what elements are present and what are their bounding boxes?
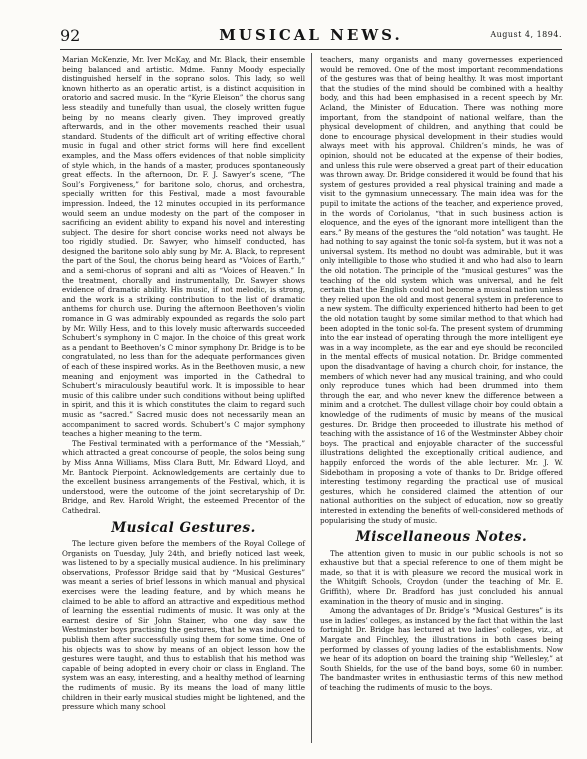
column-divider [311, 53, 312, 743]
left-column [62, 55, 305, 712]
article-paragraph: Marian McKenzie, Mr. Iver McKay, and Mr. Black, their ensemble being balanced and artistic. Mdme. Fanny Moody especially distinguished herself in the soprano solos. This lady, so well known hitherto as an operatic artist, is a distinct acquisition in oratorio and sacred music. In the “Kyrie Eleison” the chorus sang less steadily and tunefully than usual, the closely written fugue being by no means clearly given. They improved greatly afterwards, and in the other movements reached their usual standard. Students of the difficult art of writing effective choral music in fugal and other strict forms will here find excellent examples, and the Mass offers evidences of that noble simplicity of style which, in the hands of a master, produces spontaneously great effects. In the afternoon, Dr. F. J. Sawyer’s scene, “The Soul’s Forgiveness,” for baritone solo, chorus, and orchestra, specially written for this Festival, made a most favourable impression. Indeed, the 12 minutes occupied in its performance would seem an undue modesty on the part of the composer in sacrificing an evident ability to expand his novel and interesting subject. The desire for short concise works need not always be too rigidly studied. Dr. Sawyer, who himself conducted, has designed the baritone solo ably sung by Mr. A. Black, to represent the part of the Soul, the chorus being heard as “Voices of Earth,” and a semi-chorus of soprani and alti as “Voices of Heaven.” In the treatment, chorally and instrumentally, Dr. Sawyer shows evidence of dramatic ability. His music, if not melodic, is strong, and the work is a striking contribution to the list of dramatic anthems for church use. During the afternoon Beethoven’s violin romance in G was admirably expounded as regards the solo part by Mr. Willy Hess, and to this lovely music afterwards succeeded Schubert’s symphony in C major. In the choice of this great work as a pendant to Beethoven’s C minor symphony Dr. Bridge is to be congratulated, no less than for the adequate performances given of each of these inspired works. As in the Beethoven music, a new meaning and enjoyment was imported in the Cathedral to Schubert’s miraculously beautiful work. It is impossible to hear music of this calibre under such conditions without being uplifted in spirit, and this it is which constitutes the claim to regard such music as “sacred.” Sacred music does not necessarily mean an accompaniment to sacred words. Schubert’s C major symphony teaches a higher meaning to the term. [62, 55, 305, 439]
page-header [60, 26, 562, 44]
page-number: 92 [60, 26, 81, 45]
section-heading-miscellaneous-notes: Miscellaneous Notes. [355, 529, 528, 546]
article-paragraph: The Festival terminated with a performance of the “Messiah,” which attracted a great concourse of people, the solos being sung by Miss Anna Williams, Miss Clara Butt, Mr. Edward Lloyd, and Mr. Bantock Pierpoint. Acknowledgements are certainly due to the excellent business arrangements of the Festival, which, it is understood, were the outcome of the joint secretaryship of Dr. Bridge, and Rev. Harold Wright, the esteemed Precentor of the Cathedral. [62, 438, 305, 515]
issue-date: August 4, 1894. [490, 30, 562, 39]
article-paragraph: teachers, many organists and many governesses experienced would be removed. One of the most important recommendations of the gestures was that of being healthy. It was most important that the studies of the mind should be combined with a healthy body, and this had been emphasised in a recent speech by Mr. Acland, the Minister of Education. There was nothing more important, from the standpoint of national welfare, than the physical development of children, and anything that could be done to encourage physical development in their studies would always meet with his approval. Children’s minds, he was of opinion, should not be educated at the expense of their bodies, and unless this rule were observed a great part of their education was thrown away. Dr. Bridge considered it would be found that his system of gestures provided a real physical training and made a visit to the gymnasium unnecessary. The main idea was for the pupil to imitate the actions of the teacher, and experience proved, in the words of Coriolanus, “that in such business action is eloquence, and the eyes of the ignorant more intelligent than the ears.” By means of the gestures the “old notation” was taught. He had nothing to say against the tonic sol-fa system, but it was not a universal system. Its method no doubt was admirable, but it was only intelligible to those who studied it and who had also to learn the old notation. The principle of the “musical gestures” was the teaching of the old system which was universal, and he felt certain that the English could not become a musical nation unless they relied upon the old and most general system in preference to a new system. The difficulty experienced hitherto had been to get the old notation taught by some similar method to that which had been adopted in the tonic sol-fa. The present system of drumming into the ear instead of operating through the more intelligent eye was in a way incomplete, as the ear and eye should be reconciled in the mental effects of musical notation. Dr. Bridge commented upon the disadvantage of having a church choir, for instance, the members of which never had any musical training, and who could only reproduce tunes which had been drummed into them through the ear, and who never knew the difference between a minim and a crotchet. The dullest village choir boy could obtain a knowledge of the rudiments of music by means of the musical gestures. Dr. Bridge then proceeded to illustrate his method of teaching with the assistance of 16 of the Westminster Abbey choir boys. The practical and enjoyable character of the successful illustrations delighted the exceptionally critical audience, and happily enforced the words of the able lecturer. Mr. J. W. Sidebotham in proposing a vote of thanks to Dr. Bridge offered interesting testimony regarding the practical use of musical gestures, which he considered claimed the attention of our national authorities on the subject of education, now so greatly interested in extending the benefits of well-considered methods of popularising the study of music. [320, 55, 563, 525]
article-paragraph: The attention given to music in our public schools is not so exhaustive but that a special reference to one of them might be made, so that it is with pleasure we record the musical work in the Whitgift Schools, Croydon (under the teaching of Mr. E. Griffith), where Dr. Bradford has just concluded his annual examination in the theory of music and in singing. [320, 548, 563, 606]
right-column [320, 55, 563, 693]
header-rule [60, 49, 562, 50]
section-heading-musical-gestures: Musical Gestures. [111, 519, 256, 536]
article-paragraph: The lecture given before the members of the Royal College of Organists on Tuesday, July 24th, and briefly noticed last week, was listened to by a specially musical audience. In his preliminary observations, Professor Bridge said that by “Musical Gestures” was meant a series of brief lessons in which manual and physical exercises were the leading feature, and by which means he claimed to be able to afford an attractive and expeditious method of learning the essential rudiments of music. It was only at the earnest desire of Sir John Stainer, who one day saw the Westminster boys practising the gestures, that he was induced to publish them after successfully using them for some time. One of his objects was to show by means of an object lesson how the gestures were taught, and thus to establish that his method was capable of being adopted in every choir or class in England. The system was an easy, interesting, and a healthy method of learning the rudiments of music. By its means the load of many little children in their early musical studies might be lightened, and the pressure which many school [62, 539, 305, 712]
newspaper-title: MUSICAL NEWS. [219, 26, 403, 44]
article-paragraph: Among the advantages of Dr. Bridge’s “Musical Gestures” is its use in ladies’ colleges, as instanced by the fact that within the last fortnight Dr. Bridge has lectured at two ladies’ colleges, viz., at Margate and Finchley, the illustrations in both cases being performed by classes of young ladies of the establishments. Now we hear of its adoption on board the training ship “Wellesley,” at South Shields, for the use of the band boys, some 60 in number. The bandmaster writes in enthusiastic terms of this new method of teaching the rudiments of music to the boys. [320, 606, 563, 692]
